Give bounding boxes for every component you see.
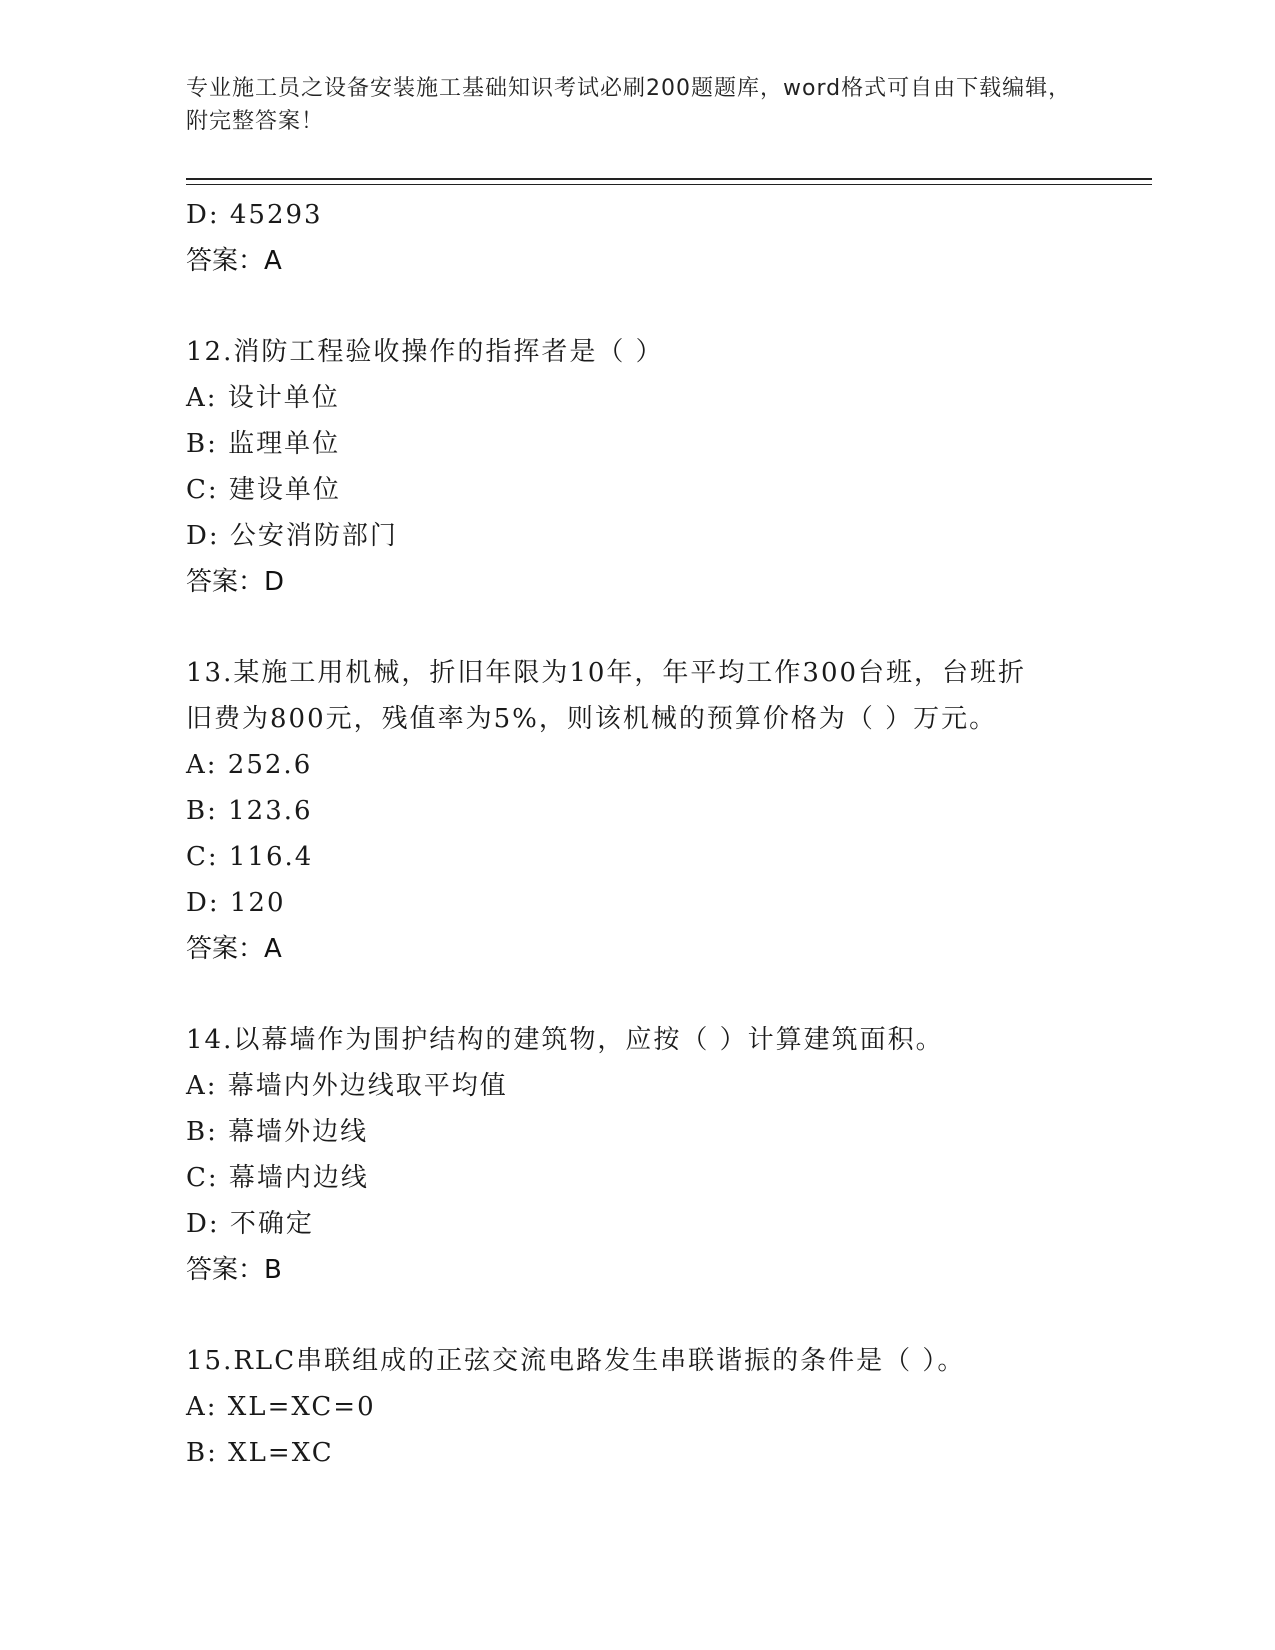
answer: 答案：D: [186, 567, 285, 597]
question-11-tail: [186, 192, 1086, 284]
option-d: D: 公安消防部门: [186, 521, 398, 551]
question-stem: 15.RLC串联组成的正弦交流电路发生串联谐振的条件是（ ）。: [186, 1346, 966, 1376]
option-d: D: 45293: [186, 200, 323, 230]
option-d: D: 不确定: [186, 1209, 314, 1239]
question-stem: 12.消防工程验收操作的指挥者是（ ）: [186, 337, 664, 367]
option-c: C: 建设单位: [186, 475, 341, 505]
option-b: B: 监理单位: [186, 429, 341, 459]
document-body: [186, 192, 1086, 1476]
question-15: [186, 1338, 1086, 1476]
option-b: B: 123.6: [186, 796, 313, 826]
header-title: 专业施工员之设备安装施工基础知识考试必刷200题题库，word格式可自由下载编辑，附完整答案！: [186, 76, 1072, 134]
option-b: B: 幕墙外边线: [186, 1117, 369, 1147]
option-a: A: 设计单位: [186, 383, 340, 413]
question-stem-line-2: 旧费为800元，残值率为5%，则该机械的预算价格为（ ）万元。: [186, 704, 998, 734]
answer: 答案：A: [186, 934, 282, 964]
question-13: [186, 650, 1086, 972]
header-rule-thin: [186, 184, 1152, 185]
question-14: [186, 1017, 1086, 1293]
option-d: D: 120: [186, 888, 286, 918]
question-stem-line-1: 13.某施工用机械，折旧年限为10年，年平均工作300台班，台班折: [186, 658, 1027, 688]
answer: 答案：B: [186, 1255, 282, 1285]
question-12: [186, 329, 1086, 605]
question-stem: 14.以幕墙作为围护结构的建筑物，应按（ ）计算建筑面积。: [186, 1025, 944, 1055]
header-rule-thick: [186, 178, 1152, 180]
answer: 答案：A: [186, 246, 282, 276]
option-c: C: 幕墙内边线: [186, 1163, 369, 1193]
option-a: A: XL=XC=0: [186, 1392, 376, 1422]
option-a: A: 幕墙内外边线取平均值: [186, 1071, 508, 1101]
option-a: A: 252.6: [186, 750, 313, 780]
option-b: B: XL=XC: [186, 1438, 334, 1468]
option-c: C: 116.4: [186, 842, 314, 872]
document-header: [186, 72, 1086, 138]
